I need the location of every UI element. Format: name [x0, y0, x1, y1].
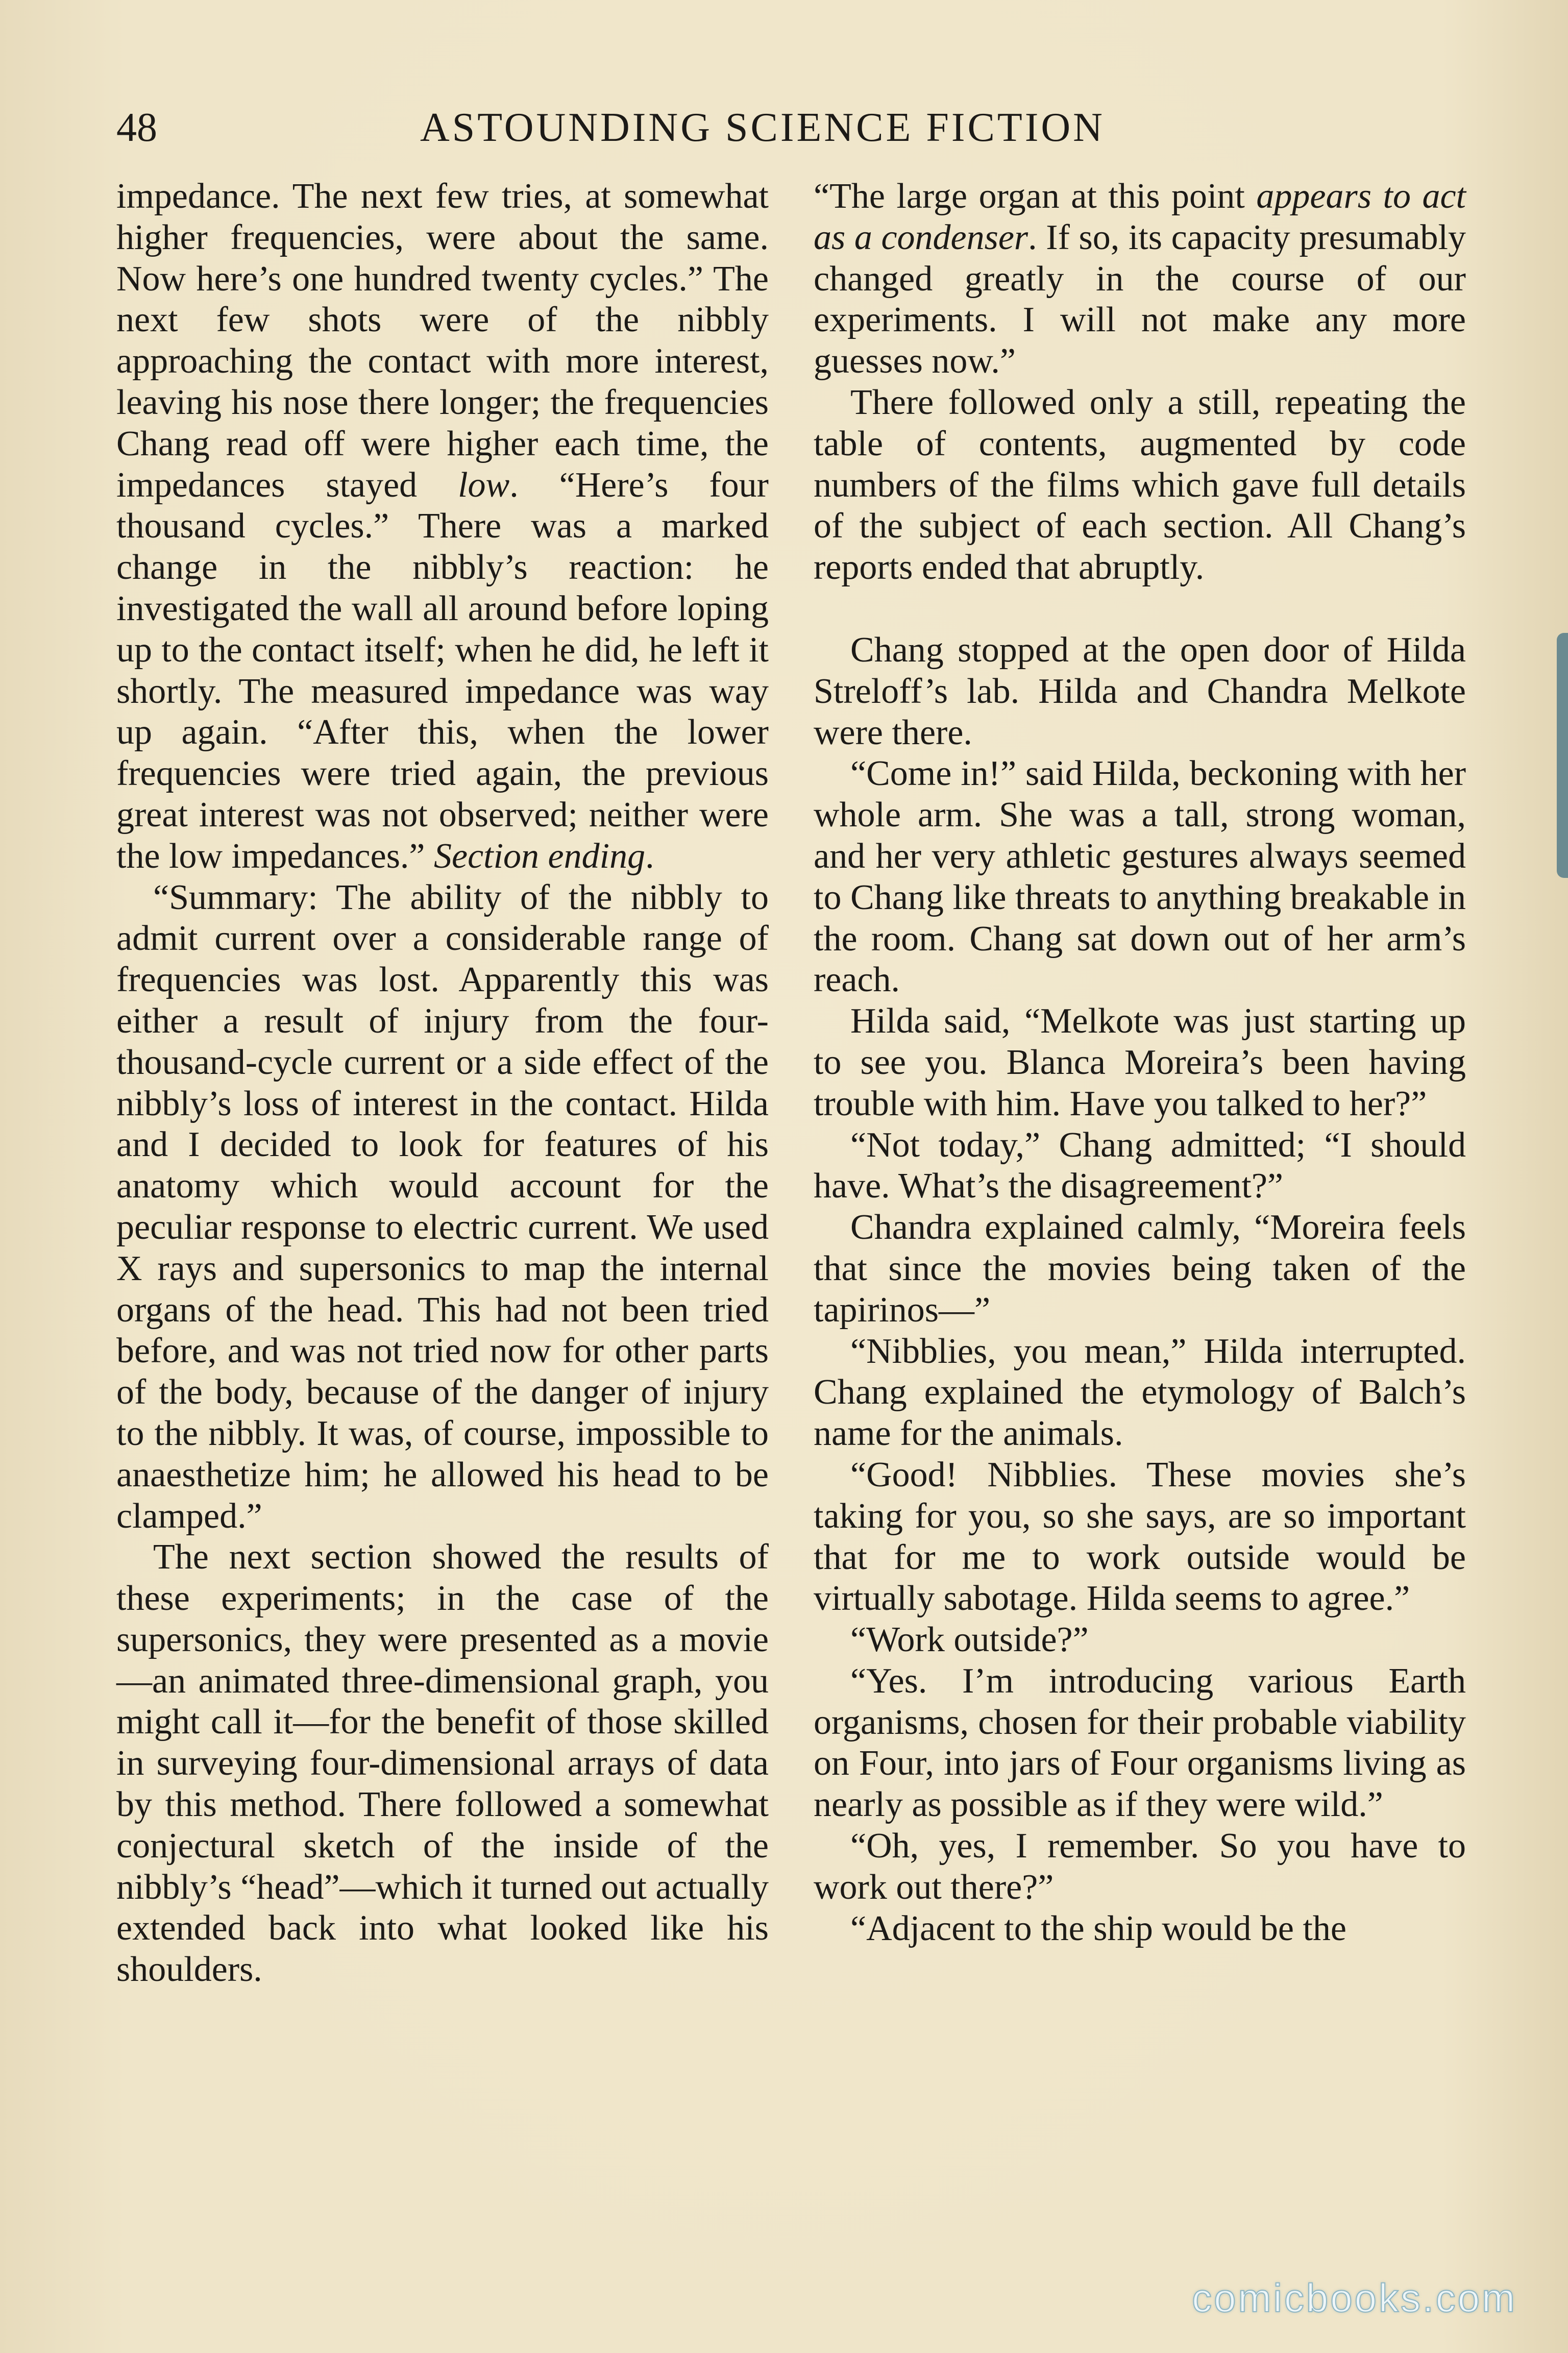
paragraph: “Good! Nibblies. These movies she’s taking for you, so she says, are so important that for me to work outside would be virtually sabotage. Hilda seems to agree.”	[814, 1455, 1466, 1619]
text-run: . If so, its capacity presumably changed greatly in the course of our experiments. I will not make any more guesses now.”	[814, 217, 1466, 381]
text-run: impedance. The next few tries, at somewhat higher frequencies, were about the same. Now here’s one hundred twenty cycles.” The next few shots were of the nibbly approaching the contact with more interest, leaving his nose there longer; the frequencies Chang read off were higher each time, the impedances stayed	[116, 177, 769, 505]
paragraph: “Adjacent to the ship would be the	[850, 1908, 1346, 1948]
text-run: .	[645, 836, 654, 876]
paragraph: The next section showed the results of these experiments; in the case of the supersonics, they were presented as a movie—an animated three-dimensional graph, you might call it—for the benefit of those skilled in surveying four-dimensional arrays of data by this method. There followed a somewhat conjectural sketch of the inside of the nibbly’s “head”—which it turned out actually extended back into what looked like his shoulders.	[116, 1537, 769, 1990]
paragraph: “Yes. I’m introducing various Earth organisms, chosen for their probable viability on Four, into jars of Four organisms living as nearly as possible as if they were wild.”	[814, 1661, 1466, 1825]
paragraph: “Oh, yes, I remember. So you have to work out there?”	[814, 1826, 1466, 1907]
text-run: . “Here’s four thousand cycles.” There was a marked change in the nibbly’s reaction: he investigated the wall all around before loping up to the contact itself; when he did, he left it shortly. The measured impedance was way up again. “After this, when the lower frequencies were tried again, the previous great interest was not observed; neither were the low impedances.”	[116, 465, 769, 876]
page-edge-tab	[1557, 633, 1568, 878]
italic-text: Section ending	[434, 836, 646, 876]
running-head: ASTOUNDING SCIENCE FICTION	[420, 105, 1105, 150]
paragraph	[814, 176, 1466, 382]
paragraph	[116, 176, 769, 877]
left-column	[116, 176, 769, 1991]
paragraph: There followed only a still, repeating the table of contents, augmented by code numbers of the films which gave full details of the subject of each section. All Chang’s reports ended that abruptly.	[814, 382, 1466, 587]
paragraph: “Work outside?”	[850, 1620, 1089, 1660]
paragraph: Hilda said, “Melkote was just starting up to see you. Blanca Moreira’s been having trouble with him. Have you talked to her?”	[814, 1001, 1466, 1123]
page-header	[116, 102, 1459, 153]
paragraph: “Come in!” said Hilda, beckoning with her whole arm. She was a tall, strong woman, and her very athletic gestures always seemed to Chang like threats to anything breakable in the room. Chang sat down out of her arm’s reach.	[814, 754, 1466, 1000]
italic-text: appears to act as a condenser	[814, 177, 1466, 257]
paragraph: Chang stopped at the open door of Hilda Streloff’s lab. Hilda and Chandra Melkote were there.	[814, 630, 1466, 752]
text-run: “The large organ at this point	[814, 177, 1257, 216]
right-column	[814, 176, 1466, 1949]
page-number: 48	[116, 105, 157, 150]
italic-text: low	[458, 465, 510, 505]
site-watermark: comicbooks.com	[1192, 2275, 1517, 2320]
paragraph: Chandra explained calmly, “Moreira feels that since the movies being taken of the tapirinos—”	[814, 1208, 1466, 1330]
paragraph: “Not today,” Chang admitted; “I should have. What’s the disagreement?”	[814, 1125, 1466, 1206]
paragraph: “Summary: The ability of the nibbly to admit current over a considerable range of frequencies was lost. Apparently this was either a result of injury from the four-thousand-cycle current or a side effect of the nibbly’s loss of interest in the contact. Hilda and I decided to look for features of his anatomy which would account for the peculiar response to electric current. We used X rays and supersonics to map the internal organs of the head. This had not been tried before, and was not tried now for other parts of the body, because of the danger of injury to the nibbly. It was, of course, impossible to anaesthetize him; he allowed his head to be clamped.”	[116, 877, 769, 1536]
paragraph: “Nibblies, you mean,” Hilda interrupted. Chang explained the etymology of Balch’s name for the animals.	[814, 1331, 1466, 1454]
